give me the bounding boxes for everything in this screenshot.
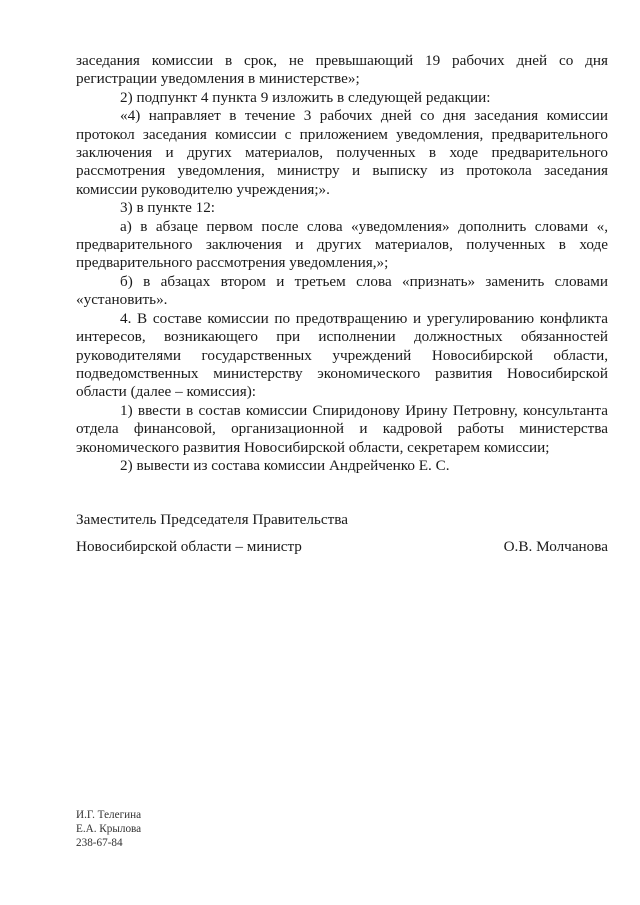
paragraph-7: 4. В составе комиссии по предотвращению и урегулированию конфликта интересов, возникающего при исполнении должностных обязанностей руководителями государственных учреждений Новосибирской области, подведомственных министерству экономического развития Новосибирской области (далее – комиссия): [76, 309, 608, 401]
document-body [76, 52, 608, 475]
executor-name-2: Е.А. Крылова [76, 822, 142, 835]
signer-name: О.В. Молчанова [503, 537, 608, 555]
executor-block [76, 809, 141, 850]
paragraph-1: заседания комиссии в срок, не превышающий 19 рабочих дней со дня регистрации уведомления в министерстве»; [76, 52, 608, 88]
signature-block [76, 511, 608, 557]
paragraph-8: 1) ввести в состав комиссии Спиридонову Ирину Петровну, консультанта отдела финансовой, организационной и кадровой работы министерства экономического развития Новосибирской области, секретарем комиссии; [76, 401, 608, 456]
paragraph-5: а) в абзаце первом после слова «уведомления» дополнить словами «, предварительного заключения и других материалов, полученных в ходе предварительного рассмотрения уведомления,»; [76, 217, 608, 272]
signer-position-line-2: Новосибирской области – министр [76, 537, 302, 555]
paragraph-2: 2) подпункт 4 пункта 9 изложить в следующей редакции: [120, 88, 491, 106]
signer-position-line-1: Заместитель Председателя Правительства [76, 511, 348, 528]
paragraph-6: б) в абзацах втором и третьем слова «признать» заменить словами «установить». [76, 272, 608, 309]
paragraph-4: 3) в пункте 12: [120, 199, 216, 217]
executor-name-1: И.Г. Телегина [76, 809, 142, 821]
paragraph-3: «4) направляет в течение 3 рабочих дней со дня заседания комиссии протокол заседания комиссии с приложением уведомления, предварительного заключения и других материалов, полученных в ходе предварительного рассмотрения уведомления, министру и выписку из протокола заседания комиссии руководителю учреждения;». [76, 107, 608, 198]
paragraph-9: 2) вывести из состава комиссии Андрейченко Е. С. [120, 456, 450, 474]
executor-phone: 238-67-84 [76, 836, 123, 849]
signature-row [76, 530, 608, 557]
